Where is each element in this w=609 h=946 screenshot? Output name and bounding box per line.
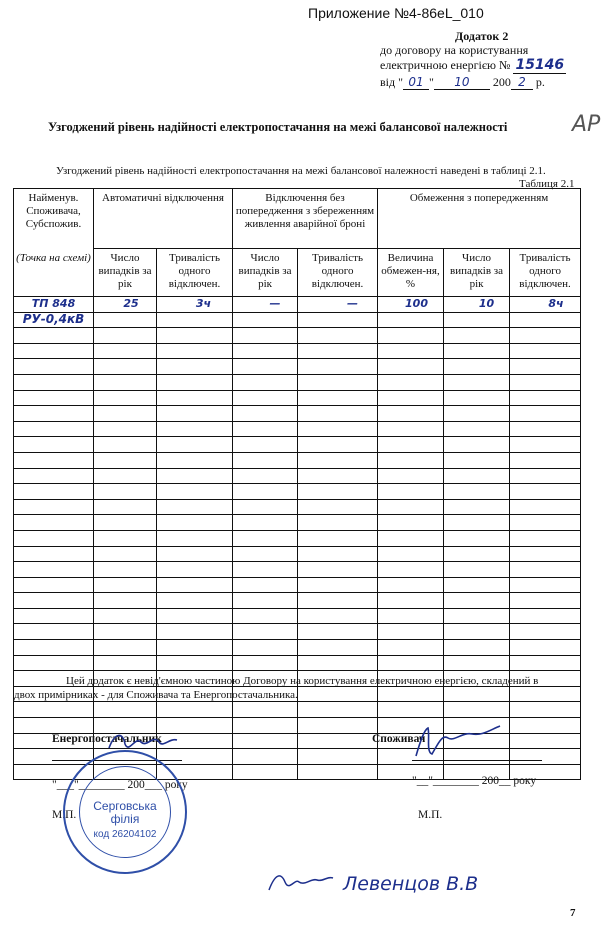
table-cell (298, 468, 378, 484)
table-cell (14, 359, 94, 375)
table-cell (298, 515, 378, 531)
header-auto-disconnections: Автоматичні відключення (94, 189, 233, 249)
table-cell (233, 530, 298, 546)
table-row (14, 577, 581, 593)
table-cell (233, 437, 298, 453)
table-cell (233, 359, 298, 375)
table-cell (94, 406, 157, 422)
table-cell (378, 655, 444, 671)
table-cell (14, 624, 94, 640)
table-cell (298, 640, 378, 656)
table-cell (94, 546, 157, 562)
table-cell (157, 530, 233, 546)
table-cell (510, 702, 581, 718)
table-cell (233, 328, 298, 344)
table-cell (444, 530, 510, 546)
table-cell (14, 484, 94, 500)
table-cell (14, 608, 94, 624)
table-row (14, 608, 581, 624)
table-cell (94, 452, 157, 468)
bottom-signature (265, 868, 335, 898)
table-cell (510, 733, 581, 749)
row1-limit-duration: 8ч (510, 297, 581, 313)
table-cell (233, 577, 298, 593)
table-cell (233, 624, 298, 640)
table-row (14, 468, 581, 484)
table-cell (14, 343, 94, 359)
table-cell (157, 640, 233, 656)
intro-text: Узгоджений рівень надійності електропостачання на межі балансової належності наведені в таблиці 2.1. (56, 165, 546, 177)
table-cell (444, 577, 510, 593)
header-consumer-name: Найменув. Споживача, Субспожив. (14, 189, 94, 249)
table-cell (298, 390, 378, 406)
table-cell (157, 328, 233, 344)
table-row (14, 297, 581, 313)
row2-point: РУ-0,4кВ (14, 312, 94, 328)
table-cell (157, 390, 233, 406)
table-row (14, 515, 581, 531)
table-cell (233, 718, 298, 734)
table-cell (157, 359, 233, 375)
table-row (14, 546, 581, 562)
table-cell (233, 421, 298, 437)
table-cell (444, 374, 510, 390)
table-cell (157, 546, 233, 562)
table-cell (157, 374, 233, 390)
table-cell (378, 437, 444, 453)
table-row (14, 312, 581, 328)
table-cell (14, 530, 94, 546)
table-cell (444, 452, 510, 468)
table-cell (94, 593, 157, 609)
table-cell (298, 452, 378, 468)
table-cell (444, 499, 510, 515)
table-cell (298, 608, 378, 624)
supplier-date-line: "___"________ 200___ року (52, 779, 188, 791)
contract-line-1: до договору на користування (380, 43, 529, 57)
table-row (14, 655, 581, 671)
table-cell (510, 640, 581, 656)
table-cell (298, 359, 378, 375)
table-cell (298, 328, 378, 344)
table-cell (94, 468, 157, 484)
table-cell (14, 593, 94, 609)
table-row (14, 452, 581, 468)
table-cell (157, 499, 233, 515)
table-cell (233, 749, 298, 765)
table-cell (233, 374, 298, 390)
date-prefix: від " (380, 75, 404, 89)
table-cell (157, 421, 233, 437)
table-cell (378, 374, 444, 390)
table-cell (14, 499, 94, 515)
table-cell (298, 749, 378, 765)
footer-text: Цей додаток є невід'ємною частиною Договору на користування електричною енергією, складений в двох примірниках - для Споживача та Енергопостачальника. (14, 675, 539, 701)
table-cell (444, 328, 510, 344)
table-cell (94, 359, 157, 375)
table-cell (233, 733, 298, 749)
table-cell (510, 437, 581, 453)
row1-limit-count: 10 (444, 297, 510, 313)
table-cell (510, 390, 581, 406)
contract-number: 15146 (515, 57, 565, 73)
table-cell (298, 499, 378, 515)
consumer-mp: М.П. (418, 809, 443, 821)
appendix-label: Приложение №4-86eL_010 (308, 5, 484, 21)
table-cell (378, 452, 444, 468)
table-cell (510, 624, 581, 640)
document-title: Узгоджений рівень надійності електропостачання на межі балансової належності (48, 120, 508, 134)
table-cell (378, 577, 444, 593)
table-cell (444, 562, 510, 578)
table-cell (233, 702, 298, 718)
header-limit-magnitude: Величина обмежен-ня, % (378, 249, 444, 297)
table-cell (233, 343, 298, 359)
table-row (14, 390, 581, 406)
table-cell (94, 530, 157, 546)
stamp-code: код 26204102 (93, 829, 157, 840)
table-cell (444, 359, 510, 375)
header-limit-duration: Тривалість одного відключен. (510, 249, 581, 297)
table-cell (233, 640, 298, 656)
date-mid: " (429, 75, 434, 89)
table-cell (510, 546, 581, 562)
header-auto-count: Число випадків за рік (94, 249, 157, 297)
table-cell (444, 468, 510, 484)
table-cell (378, 343, 444, 359)
table-cell (444, 437, 510, 453)
table-cell (233, 546, 298, 562)
table-row (14, 640, 581, 656)
table-cell (14, 655, 94, 671)
table-cell (94, 608, 157, 624)
table-cell (298, 624, 378, 640)
page-number: 7 (570, 907, 576, 919)
row1-noemerg-count: — (233, 297, 298, 313)
table-cell (14, 577, 94, 593)
table-cell (510, 749, 581, 765)
table-cell (444, 608, 510, 624)
contract-date (380, 75, 545, 90)
supplier-label: Енергопостачальник (52, 733, 162, 745)
table-row (14, 437, 581, 453)
table-cell (94, 437, 157, 453)
table-cell (378, 515, 444, 531)
table-row (14, 593, 581, 609)
table-row (14, 702, 581, 718)
table-cell (510, 515, 581, 531)
table-cell (14, 749, 94, 765)
margin-note: АР (572, 112, 601, 137)
table-row (14, 530, 581, 546)
table-cell (157, 593, 233, 609)
table-cell (94, 624, 157, 640)
table-row (14, 374, 581, 390)
table-cell (14, 515, 94, 531)
table-cell (510, 406, 581, 422)
table-cell (378, 468, 444, 484)
table-cell (378, 390, 444, 406)
table-cell (157, 608, 233, 624)
table-cell (233, 593, 298, 609)
table-cell (378, 640, 444, 656)
table-cell (94, 484, 157, 500)
table-cell (157, 577, 233, 593)
table-row (14, 562, 581, 578)
table-cell (378, 530, 444, 546)
table-cell (444, 343, 510, 359)
table-cell (233, 562, 298, 578)
table-cell (233, 406, 298, 422)
table-cell (157, 702, 233, 718)
header-noemerg-count: Число випадків за рік (233, 249, 298, 297)
table-cell (444, 702, 510, 718)
table-cell (94, 328, 157, 344)
table-cell (444, 640, 510, 656)
dodatok-label: Додаток 2 (455, 29, 509, 43)
table-cell (378, 406, 444, 422)
table-cell (14, 718, 94, 734)
table-cell (444, 655, 510, 671)
table-cell (510, 577, 581, 593)
table-cell (14, 702, 94, 718)
table-cell (510, 484, 581, 500)
table-cell (378, 593, 444, 609)
table-cell (510, 359, 581, 375)
table-cell (233, 764, 298, 780)
table-row (14, 359, 581, 375)
table-cell (233, 452, 298, 468)
table-cell (157, 484, 233, 500)
table-cell (378, 608, 444, 624)
table-cell (94, 655, 157, 671)
table-cell (378, 624, 444, 640)
row1-auto-count: 25 (94, 297, 157, 313)
table-cell (14, 640, 94, 656)
table-cell (298, 764, 378, 780)
table-cell (510, 608, 581, 624)
table-cell (510, 343, 581, 359)
table-cell (378, 421, 444, 437)
table-cell (510, 452, 581, 468)
table-cell (94, 374, 157, 390)
table-cell (444, 406, 510, 422)
date-month: 10 (434, 75, 490, 90)
table-row (14, 499, 581, 515)
table-cell (444, 546, 510, 562)
table-cell (298, 718, 378, 734)
table-cell (298, 593, 378, 609)
table-cell (14, 406, 94, 422)
table-cell (157, 624, 233, 640)
header-announced-limits: Обмеження з попередженням (378, 189, 581, 249)
consumer-signature (412, 722, 502, 762)
table-cell (378, 499, 444, 515)
empty-table-rows (14, 328, 581, 780)
table-cell (378, 328, 444, 344)
date-suffix: р. (535, 75, 545, 89)
contract-line-2-prefix: електричною енергією № (380, 58, 511, 72)
table-cell (14, 374, 94, 390)
table-cell (94, 499, 157, 515)
table-row (14, 328, 581, 344)
table-cell (233, 608, 298, 624)
table-cell (444, 484, 510, 500)
header-auto-duration: Тривалість одного відключен. (157, 249, 233, 297)
bottom-signature-name: Левенцов В.В (343, 873, 479, 895)
table-cell (510, 328, 581, 344)
table-cell (233, 655, 298, 671)
header-limit-count: Число випадків за рік (444, 249, 510, 297)
row1-limit-magnitude: 100 (378, 297, 444, 313)
table-cell (14, 468, 94, 484)
table-cell (14, 390, 94, 406)
table-cell (157, 343, 233, 359)
table-cell (233, 390, 298, 406)
table-cell (298, 655, 378, 671)
table-cell (94, 343, 157, 359)
table-cell (14, 546, 94, 562)
table-row (14, 343, 581, 359)
table-cell (298, 702, 378, 718)
table-cell (14, 452, 94, 468)
table-cell (14, 437, 94, 453)
table-cell (14, 562, 94, 578)
table-cell (157, 562, 233, 578)
table-cell (94, 640, 157, 656)
table-cell (298, 437, 378, 453)
table-cell (510, 593, 581, 609)
table-cell (378, 359, 444, 375)
table-cell (298, 343, 378, 359)
table-cell (510, 718, 581, 734)
contract-line-2 (380, 57, 566, 73)
table-cell (233, 468, 298, 484)
table-cell (444, 390, 510, 406)
table-cell (378, 484, 444, 500)
table-cell (233, 484, 298, 500)
header-noemerg-duration: Тривалість одного відключен. (298, 249, 378, 297)
table-cell (157, 515, 233, 531)
header-point-on-scheme: (Точка на схемі) (14, 249, 94, 297)
header-unannounced-disconnections: Відключення без попередження з збереженням живлення аварійної броні (233, 189, 378, 249)
table-cell (444, 421, 510, 437)
table-cell (444, 624, 510, 640)
table-cell (378, 562, 444, 578)
table-cell (510, 562, 581, 578)
table-cell (378, 702, 444, 718)
table-cell (298, 406, 378, 422)
table-cell (233, 499, 298, 515)
table-cell (14, 328, 94, 344)
date-year-prefix: 200 (492, 75, 511, 89)
date-day: 01 (403, 75, 429, 90)
table-cell (510, 374, 581, 390)
row1-auto-duration: 3ч (157, 297, 233, 313)
table-row (14, 624, 581, 640)
consumer-date-line: "__"________ 200__ року (412, 775, 537, 787)
table-row (14, 484, 581, 500)
table-row (14, 406, 581, 422)
table-cell (298, 484, 378, 500)
table-cell (94, 515, 157, 531)
table-cell (94, 702, 157, 718)
table-caption: Таблиця 2.1 (519, 178, 575, 190)
table-cell (298, 374, 378, 390)
table-cell (444, 593, 510, 609)
table-cell (94, 577, 157, 593)
row1-point: ТП 848 (14, 297, 94, 313)
table-cell (14, 421, 94, 437)
table-cell (298, 562, 378, 578)
table-cell (510, 468, 581, 484)
table-cell (157, 468, 233, 484)
table-cell (298, 577, 378, 593)
table-cell (298, 421, 378, 437)
row1-noemerg-duration: — (298, 297, 378, 313)
table-cell (510, 655, 581, 671)
table-cell (157, 406, 233, 422)
table-cell (510, 421, 581, 437)
stamp-center (87, 800, 163, 841)
table-cell (298, 546, 378, 562)
official-stamp (63, 750, 187, 874)
table-cell (233, 515, 298, 531)
table-cell (94, 390, 157, 406)
table-cell (378, 546, 444, 562)
date-year: 2 (511, 75, 533, 90)
table-row (14, 421, 581, 437)
table-cell (157, 452, 233, 468)
table-cell (298, 733, 378, 749)
table-cell (510, 530, 581, 546)
table-cell (94, 421, 157, 437)
consumer-label: Споживач (372, 733, 426, 745)
table-cell (157, 437, 233, 453)
stamp-name: Серговська філія (93, 799, 157, 826)
table-cell (298, 530, 378, 546)
table-cell (157, 655, 233, 671)
table-cell (444, 515, 510, 531)
table-cell (94, 562, 157, 578)
supplier-mp: М.П. (52, 809, 77, 821)
table-cell (510, 499, 581, 515)
